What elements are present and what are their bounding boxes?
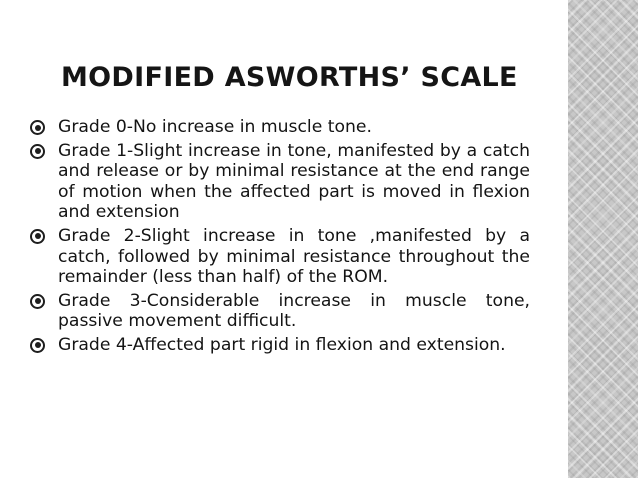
decorative-side-panel bbox=[568, 0, 638, 478]
bullet-item-grade-3 bbox=[30, 291, 530, 332]
bullet-circle-icon bbox=[30, 144, 45, 159]
bullet-circle-icon bbox=[30, 294, 45, 309]
bullet-text: Grade 4-Affected part rigid in flexion and extension. bbox=[58, 334, 506, 355]
bullet-text: Grade 1-Slight increase in tone, manifested by a catch and release or by minimal resistance at the end range of motion when the affected part is moved in flexion and extension bbox=[58, 140, 530, 223]
bullet-circle-icon bbox=[30, 229, 45, 244]
bullet-item-grade-2 bbox=[30, 226, 530, 288]
bullet-item-grade-4 bbox=[30, 335, 530, 356]
bullet-text: Grade 0-No increase in muscle tone. bbox=[58, 117, 372, 137]
bullet-text: Grade 3-Considerable increase in muscle tone, passive movement difficult. bbox=[58, 290, 530, 332]
bullet-item-grade-1 bbox=[30, 141, 530, 223]
bullet-text: Grade 2-Slight increase in tone ,manifested by a catch, followed by minimal resistance throughout the remainder (less than half) of the ROM. bbox=[58, 225, 530, 288]
bullet-circle-icon bbox=[30, 120, 45, 135]
bullet-list bbox=[30, 117, 530, 359]
bullet-item-grade-0 bbox=[30, 117, 530, 138]
slide-title: MODIFIED ASWORTHS’ SCALE bbox=[61, 62, 518, 93]
bullet-circle-icon bbox=[30, 338, 45, 353]
